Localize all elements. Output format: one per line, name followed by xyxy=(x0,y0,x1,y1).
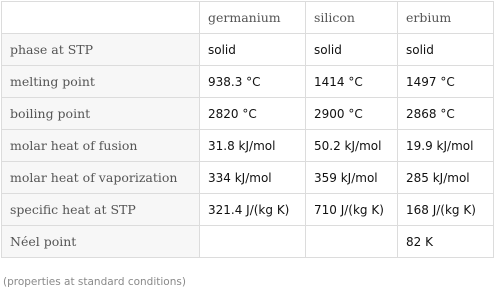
cell-value: 50.2 kJ/mol xyxy=(306,130,398,162)
row-label: molar heat of vaporization xyxy=(2,162,200,194)
cell-value: 710 J/(kg K) xyxy=(306,194,398,226)
cell-value: 1414 °C xyxy=(306,66,398,98)
cell-value: 938.3 °C xyxy=(200,66,306,98)
cell-value: 19.9 kJ/mol xyxy=(398,130,494,162)
row-label: phase at STP xyxy=(2,34,200,66)
table-header-row xyxy=(2,2,494,34)
cell-value xyxy=(306,226,398,258)
table-row-molar-heat-of-vaporization xyxy=(2,162,494,194)
cell-value: 82 K xyxy=(398,226,494,258)
cell-value: 359 kJ/mol xyxy=(306,162,398,194)
row-label: boiling point xyxy=(2,98,200,130)
table-row-neel-point xyxy=(2,226,494,258)
cell-value: 31.8 kJ/mol xyxy=(200,130,306,162)
cell-value xyxy=(200,226,306,258)
cell-value: 168 J/(kg K) xyxy=(398,194,494,226)
cell-value: 334 kJ/mol xyxy=(200,162,306,194)
table-row-phase-at-stp xyxy=(2,34,494,66)
table-row-molar-heat-of-fusion xyxy=(2,130,494,162)
table-row-boiling-point xyxy=(2,98,494,130)
cell-value: 2900 °C xyxy=(306,98,398,130)
corner-cell xyxy=(2,2,200,34)
row-label: melting point xyxy=(2,66,200,98)
column-header-silicon: silicon xyxy=(306,2,398,34)
footnote: (properties at standard conditions) xyxy=(3,276,186,288)
cell-value: 1497 °C xyxy=(398,66,494,98)
cell-value: solid xyxy=(398,34,494,66)
row-label: molar heat of fusion xyxy=(2,130,200,162)
table-row-melting-point xyxy=(2,66,494,98)
column-header-erbium: erbium xyxy=(398,2,494,34)
cell-value: 321.4 J/(kg K) xyxy=(200,194,306,226)
column-header-germanium: germanium xyxy=(200,2,306,34)
table-row-specific-heat-at-stp xyxy=(2,194,494,226)
row-label: specific heat at STP xyxy=(2,194,200,226)
cell-value: solid xyxy=(200,34,306,66)
row-label: Néel point xyxy=(2,226,200,258)
properties-table xyxy=(1,1,494,258)
cell-value: 2868 °C xyxy=(398,98,494,130)
cell-value: 285 kJ/mol xyxy=(398,162,494,194)
cell-value: solid xyxy=(306,34,398,66)
cell-value: 2820 °C xyxy=(200,98,306,130)
